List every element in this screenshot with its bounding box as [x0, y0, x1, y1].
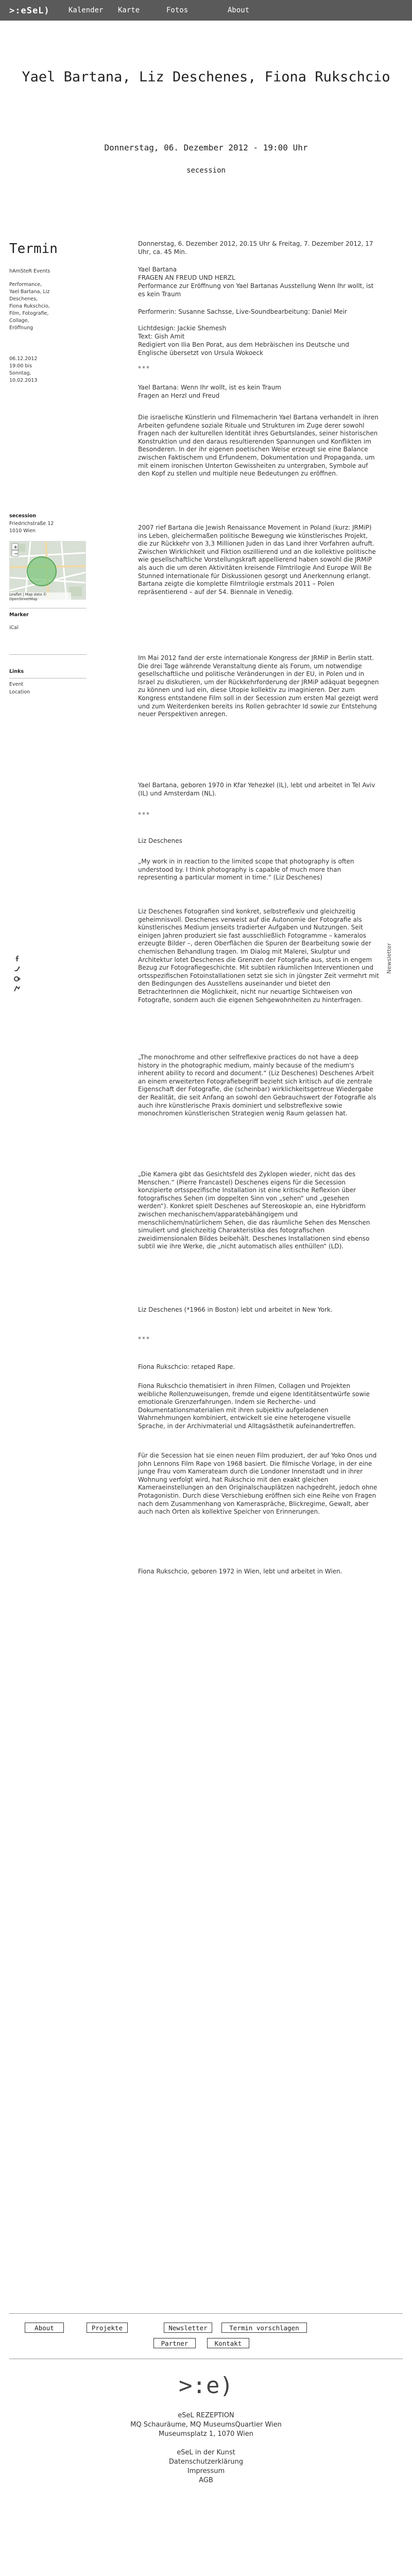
footer-button-kontakt[interactable]: Kontakt	[207, 2338, 249, 2348]
svg-text:−: −	[14, 551, 19, 557]
sidebar-author[interactable]: hAmSteR Events	[9, 268, 50, 274]
paragraph: Liz Deschenes Fotografien sind konkret, selbstreflexiv und gleichzeitig geheimnisvoll. Deschenes verweist auf die Autonomie der Fotografie als künstlerisches Medium jenseits tradierter Aufgaben und Nutzungen. Seit einigen Jahren produziert sie fast ausschließlich Fotogramme – kameralos erzeugte Bilder –, deren Oberflächen die Spuren der Bearbeitung sowie der chemischen Behandlung tragen. Im Dialog mit Malerei, Skulptur und Architektur lotet Deschenes die Grenzen der Fotografie aus, stets in engem Bezug zur Fotografiegeschichte. Mit subtilen räumlichen Interventionen und ortsspezifischen Fotoinstallationen setzt sie sich in jüngster Zeit vermehrt mit den Bedingungen des Ausstellens auseinander und bietet den BetrachterInnen die Möglichkeit, nicht nur neuartige Sichtweisen von Fotografie, sondern auch die eigenen Sehgewohnheiten zu hinterfragen.	[138, 908, 379, 1004]
separator-stars: ***	[138, 1335, 150, 1343]
separator-stars: ***	[138, 365, 150, 372]
footer-logo[interactable]: >:e)	[179, 2372, 233, 2399]
intro-text: Donnerstag, 6. Dezember 2012, 20.15 Uhr & Freitag, 7. Dezember 2012, 17 Uhr, ca. 45 Min.	[138, 240, 373, 256]
sidebar-period: 06.12.2012 19:00 bis Sonntag, 10.02.2013	[9, 356, 38, 383]
separator-stars: ***	[138, 811, 150, 818]
footer-address-street: Museumsplatz 1, 1070 Wien	[159, 2430, 253, 2438]
quote: „My work in in reaction to the limited scope that photography is often understood by. I think photography is capable of much more than representing a particular moment in time.“ (Liz Deschenes)	[138, 858, 354, 882]
sidebar-heading: Termin	[9, 241, 58, 257]
quote: „Die Kamera gibt das Gesichtsfeld des Zyklopen wieder, nicht das des Menschen.“ (Pierre Francastel) Deschenes eigens für die Secession konzipierte ortsspezifische Installation ist eine kritische Reflexion über fotografisches Sehen (im doppelten Sinn von „sehen“ und „gesehen werden“). Konkret spielt Deschenes auf Stereoskopie an, eine Hybridform zwischen mechanischem/apparatebähängigem und menschlichem/natürlichem Sehen, die das räumliche Sehen des Menschen simuliert und gleichzeitig Charakteristika des fotografischen zweidimensionalen Bildes beibehält. Deschenes Installationen sind ebenso subtil wie ihre Werke, die „nicht automatisch alles enthüllen“ (LD).	[138, 1171, 370, 1250]
piece-title: FRAGEN AN FREUD UND HERZL	[138, 274, 235, 281]
flattr-icon[interactable]	[13, 986, 21, 993]
paragraph: Fiona Rukschcio thematisiert in ihren Filmen, Collagen und Projekten weibliche Rollenzuweisungen, fremde und eigene Identitätsentwürfe sowie emotionale Grenzerfahrungen. Indem sie Recherche- und Dokumentationsmaterialien mit ihren subjektiv aufgeladenen Wahrnehmungen kombiniert, entwickelt sie eine heterogene visuelle Sprache, in der Archivmaterial und Alltagsästhetik aufeinandertreffen.	[138, 1382, 370, 1430]
show-subtitle: Fragen an Herzl und Freud	[138, 392, 220, 399]
paragraph: Die israelische Künstlerin und Filmemacherin Yael Bartana verhandelt in ihren Arbeiten gefundene soziale Rituale und Strukturen im Zuge derer sowohl Fragen nach der kulturellen Identität ihres Geburtslandes, seiner historischen Konstruktion und den daraus resultierenden Spannungen und Konflikten im Besonderen. In der ihr eigenen poetischen Weise erzeugt sie eine Balance zwischen Faktischem und Erfundenem, Dokumentation und Propaganda, um mit einem ironischen Unterton Gewissheiten zu untergraben, Symbole auf den Kopf zu stellen und multiple neue Bedeutungen zu eröffnen.	[138, 414, 379, 478]
site-logo[interactable]: >:eSeL)	[9, 6, 50, 16]
footer-address-venue: MQ Schauräume, MQ MuseumsQuartier Wien	[130, 2421, 282, 2429]
footer-link-agb[interactable]: AGB	[199, 2477, 213, 2484]
top-nav-bar	[0, 0, 412, 21]
bio-deschenes: Liz Deschenes (*1966 in Boston) lebt und arbeitet in New York.	[138, 1306, 333, 1313]
piece-description: Performance zur Eröffnung von Yael Bartanas Ausstellung Wenn Ihr wollt, ist es kein Traum	[138, 282, 374, 298]
sidebar-venue-name[interactable]: secession	[9, 513, 37, 519]
nav-link-karte[interactable]: Karte	[118, 6, 140, 14]
credits-text: Text: Gish Amit	[138, 333, 185, 340]
sidebar-marker-heading: Marker	[9, 612, 29, 618]
footer-link-datenschutz[interactable]: Datenschutzerklärung	[168, 2458, 244, 2466]
footer-button-partner[interactable]: Partner	[153, 2338, 196, 2348]
quote: „The monochrome and other selfreflexive practices do not have a deep history in the photographic medium, mainly because of the medium's inherent ability to record and document.“ (Liz Deschenes) Deschenes Arbeit an einem erweiterten Fotografiebegriff bezieht sich kritisch auf die zentrale Eigenschaft der Fotografie, die (scheinbar) wirklichkeitsgetreue Wiedergabe der Realität, die seit Anfang an sowohl den Gebrauchswert der Fotografie als auch ihre künstlerische Praxis dominiert und selbstreflexive sowie monochromen künstlerischen Strategien wenig Raum gelassen hat.	[138, 1054, 376, 1117]
nav-link-kalender[interactable]: Kalender	[68, 6, 104, 14]
paragraph: Im Mai 2012 fand der erste internationale Kongress der JRMiP in Berlin statt. Die drei Tage währende Veranstaltung diente als Forum, um notwendige gesellschaftliche und politische Veränderungen in der EU, in Polen und in Israel zu diskutieren, um der Rückkehrforderung der JRMiP adäquat begegnen zu können und lud ein, diese Utopie kollektiv zu imaginieren. Der zum Kongress entstandene Film soll in der Secession zum ersten Mal gezeigt werd und zum Weiterdenken bereits ins Rollen gebrachter Id sowie zur Entstehung neuer Perspektiven anregen.	[138, 654, 379, 718]
googleplus-icon[interactable]	[13, 975, 21, 982]
paragraph: 2007 rief Bartana die Jewish Renaissance Movement in Poland (kurz: JRMiP) ins Leben, gleichermaßen politische Bewegung wie künstlerisches Projekt, die zur Rückkehr von 3,3 Millionen Juden in das Land ihrer Vorfahren aufruft. Zwischen Wirklichkeit und Fiktion oszillierend und an die kollektive politische wie gesellschaftliche Vorstellungskraft appellierend haben sowohl die JRMiP als auch die um deren Aktivitäten kreisende Filmtrilogie And Europe Will Be Stunned internationale für Diskussionen gesorgt und Anerkennung erlangt. Bartana zeigte die komplette Filmtrilogie erstmals 2011 – Polen repräsentierend – auf der 54. Biennale in Venedig.	[138, 524, 376, 596]
event-date: Donnerstag, 06. Dezember 2012 - 19:00 Uhr	[104, 143, 308, 152]
credits-light: Lichtdesign: Jackie Shemesh	[138, 325, 227, 332]
credits-performer: Performerin: Susanne Sachsse, Live-Soundbearbeitung: Daniel Meir	[138, 308, 347, 315]
newsletter-side-tab[interactable]: Newsletter	[386, 943, 392, 974]
footer-button-termin-vorschlagen[interactable]: Termin vorschlagen	[221, 2323, 307, 2333]
bio-rukschcio: Fiona Rukschcio, geboren 1972 in Wien, lebt und arbeitet in Wien.	[138, 1568, 342, 1575]
sidebar-categories[interactable]: Performance, Yael Bartana, Liz Deschenes, Fiona Rukschcio, Film, Fotografie, Collage, Eröffnung	[9, 282, 50, 331]
deschenes-title: Liz Deschenes	[138, 837, 182, 844]
show-title: Yael Bartana: Wenn Ihr wollt, ist es kein Traum	[138, 384, 281, 391]
twitter-icon[interactable]	[13, 965, 21, 972]
sidebar-link-event[interactable]: Event	[9, 682, 24, 687]
map-credit[interactable]: Leaflet | Map data © OpenStreetMap	[9, 592, 71, 602]
facebook-icon[interactable]	[13, 955, 21, 962]
bio-bartana: Yael Bartana, geboren 1970 in Kfar Yehezkel (IL), lebt und arbeitet in Tel Aviv (IL) und Amsterdam (NL).	[138, 782, 375, 797]
nav-link-about[interactable]: About	[228, 6, 250, 14]
footer-link-esel-kunst[interactable]: eSeL in der Kunst	[177, 2449, 235, 2456]
sidebar-divider	[9, 654, 87, 655]
footer-address-name: eSeL REZEPTION	[178, 2412, 234, 2419]
footer-button-newsletter[interactable]: Newsletter	[164, 2323, 212, 2333]
event-organizer[interactable]: secession	[186, 166, 226, 175]
nav-link-fotos[interactable]: Fotos	[166, 6, 188, 14]
event-title: Yael Bartana, Liz Deschenes, Fiona Rukschcio	[22, 69, 390, 85]
svg-text:+: +	[13, 545, 18, 550]
rukschcio-title: Fiona Rukschcio: retaped Rape.	[138, 1363, 235, 1370]
location-map[interactable]	[9, 541, 86, 600]
sidebar-link-location[interactable]: Location	[9, 689, 30, 695]
sidebar-venue-address: Friedrichstraße 12 1010 Wien	[9, 521, 54, 534]
sidebar-divider	[9, 678, 87, 679]
footer-button-about[interactable]: About	[25, 2323, 64, 2333]
map-tiles	[10, 541, 85, 599]
paragraph: Für die Secession hat sie einen neuen Film produziert, der auf Yoko Onos und John Lennons Film Rape von 1968 basiert. Die filmische Vorlage, in der eine junge Frau vom Kamerateam durch die Londoner Innenstadt und in ihrer Wohnung verfolgt wird, hat Rukschcio mit den exakt gleichen Kameraeinstellungen an den Originalschauplätzen nachgedreht, jedoch ohne Protagonistin. Durch diese Verschiebung eröffnen sich eine Reihe von Fragen nach dem Zusammenhang von Kameraspräche, Blickregime, Gewalt, aber auch nach Orten als kollektive Speicher von Erinnerungen.	[138, 1452, 377, 1516]
footer-link-impressum[interactable]: Impressum	[187, 2467, 225, 2475]
sidebar-ical-link[interactable]: iCal	[9, 625, 19, 631]
footer-divider	[9, 2313, 403, 2314]
piece-artist: Yael Bartana	[138, 266, 177, 273]
sidebar-links-heading: Links	[9, 669, 24, 674]
credits-translation: Redigiert von Ilia Ben Porat, aus dem Hebräischen ins Deutsche und Englische übersetzt von Ursula Wokoeck	[138, 341, 349, 357]
footer-button-projekte[interactable]: Projekte	[87, 2323, 128, 2333]
